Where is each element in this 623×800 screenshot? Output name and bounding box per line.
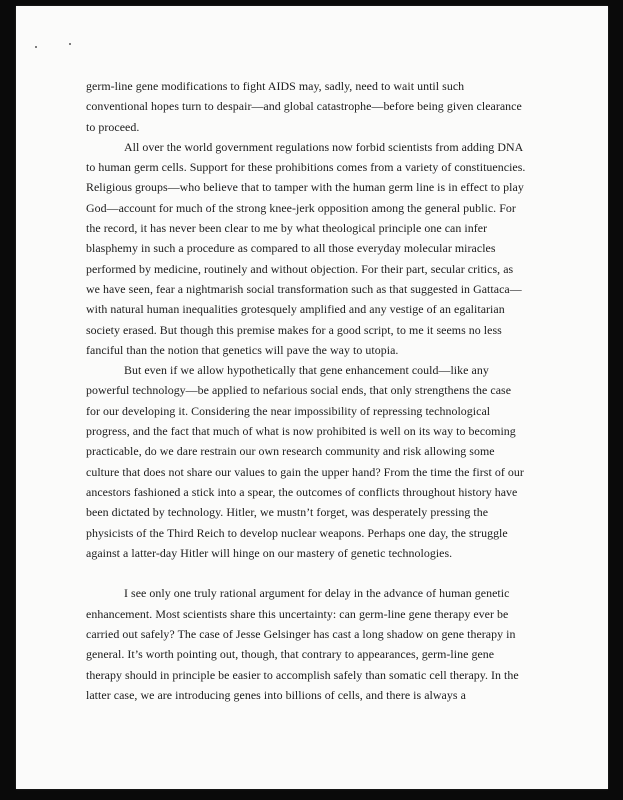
paragraph-1: germ-line gene modifications to fight AIDS may, sadly, need to wait until such conventional hopes turn to despair—and global catastrophe—before being given clearance to proceed. xyxy=(86,79,522,134)
scan-speck xyxy=(69,43,71,45)
paragraph-4: I see only one truly rational argument for delay in the advance of human genetic enhancement. Most scientists share this uncertainty: can germ-line gene therapy ever be carried out safely? The case of Jesse Gelsinger has cast a long shadow on gene therapy in general. It’s worth pointing out, though, that contrary to appearances, germ-line gene therapy should in principle be easier to accomplish safely than somatic cell therapy. In the latter case, we are introducing genes into billions of cells, and there is always a xyxy=(86,586,519,702)
body-text xyxy=(86,76,526,705)
paragraph-spacer xyxy=(86,563,526,583)
scan-speck xyxy=(35,46,37,48)
paragraph-3: But even if we allow hypothetically that gene enhancement could—like any powerful technology—be applied to nefarious social ends, that only strengthens the case for our developing it. Considering the near impossibility of repressing technological progress, and the fact that much of what is now prohibited is well on its way to becoming practicable, do we dare restrain our own research community and risk allowing some culture that does not share our values to gain the upper hand? From the time the first of our ancestors fashioned a stick into a spear, the outcomes of conflicts throughout history have been dictated by technology. Hitler, we mustn’t forget, was desperately pressing the physicists of the Third Reich to develop nuclear weapons. Perhaps one day, the struggle against a latter-day Hitler will hinge on our mastery of genetic technologies. xyxy=(86,363,524,560)
paragraph-2: All over the world government regulations now forbid scientists from adding DNA to human germ cells. Support for these prohibitions comes from a variety of constituencies. Religious groups—who believe that to tamper with the human germ line is in effect to play God—account for much of the strong knee-jerk opposition among the general public. For the record, it has never been clear to me by what theological principle one can infer blasphemy in such a procedure as compared to all those everyday molecular miracles performed by medicine, routinely and without objection. For their part, secular critics, as we have seen, fear a nightmarish social transformation such as that suggested in Gattaca—with natural human inequalities grotesquely amplified and any vestige of an egalitarian society erased. But though this premise makes for a good script, to me it seems no less fanciful than the notion that genetics will pave the way to utopia. xyxy=(86,139,526,357)
